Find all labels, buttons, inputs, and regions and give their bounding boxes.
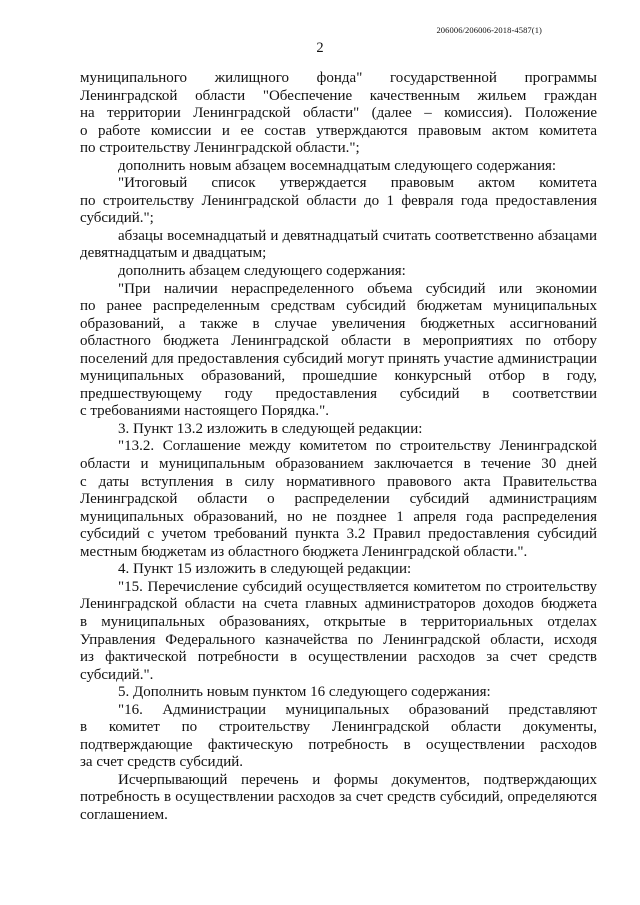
- text-line: областного бюджета Ленинградской области в мероприятиях по отбору: [80, 333, 597, 350]
- text-line: в муниципальных образованиях, открытые в территориальных отделах: [80, 613, 597, 630]
- text-line: Управления Федерального казначейства по Ленинградской области, исходя: [80, 631, 597, 648]
- text-line: дополнить абзацем следующего содержания:: [118, 263, 406, 280]
- text-line: по строительству Ленинградской области до 1 февраля года предоставления: [80, 192, 597, 209]
- text-line: подтверждающие фактическую потребность в осуществлении расходов: [80, 736, 597, 753]
- text-line: муниципальных образований, прошедшие конкурсный отбор в году,: [80, 368, 597, 385]
- text-line: из фактической потребности в осуществлении расходов за счет средств: [80, 649, 597, 666]
- text-line: Ленинградской области о распределении субсидий администрациям: [80, 491, 597, 508]
- text-line: с даты вступления в силу нормативного правового акта Правительства: [80, 473, 597, 490]
- text-line: "15. Перечисление субсидий осуществляется комитетом по строительству: [118, 578, 597, 595]
- text-line: за счет средств субсидий.: [80, 754, 244, 771]
- text-line: муниципальных образований, но не позднее 1 апреля года распределения: [80, 508, 597, 525]
- document-id: 206006/206006-2018-4587(1): [436, 25, 542, 35]
- page-number: 2: [316, 40, 324, 56]
- text-line: "13.2. Соглашение между комитетом по строительству Ленинградской: [118, 438, 597, 455]
- text-line: 4. Пункт 15 изложить в следующей редакции:: [118, 561, 412, 578]
- text-line: с требованиями настоящего Порядка.".: [80, 403, 329, 420]
- text-line: поселений для предоставления субсидий могут принять участие администрации: [80, 350, 597, 367]
- text-line: дополнить новым абзацем восемнадцатым следующего содержания:: [118, 157, 557, 174]
- text-line: Ленинградской области "Обеспечение качественным жильем граждан: [80, 87, 597, 104]
- text-line: "При наличии нераспределенного объема субсидий или экономии: [118, 280, 597, 297]
- text-line: на территории Ленинградской области" (далее – комиссия). Положение: [80, 105, 597, 122]
- text-line: муниципального жилищного фонда" государственной программы: [80, 70, 597, 86]
- text-line: субсидий.";: [80, 210, 154, 227]
- text-line: о работе комиссии и ее состав утверждаются правовым актом комитета: [80, 122, 597, 139]
- text-line: Исчерпывающий перечень и формы документов, подтверждающих: [118, 771, 597, 788]
- text-line: субсидий.".: [80, 666, 154, 683]
- text-line: абзацы восемнадцатый и девятнадцатый считать соответственно абзацами: [118, 227, 597, 244]
- text-line: потребность в осуществлении расходов за счет средств субсидий, определяются: [80, 789, 597, 806]
- text-line: 5. Дополнить новым пунктом 16 следующего содержания:: [118, 684, 491, 701]
- text-line: предшествующему году предоставления субсидий в соответствии: [80, 385, 597, 402]
- text-line: субсидий с учетом требований пункта 3.2 Правил предоставления субсидий: [80, 526, 597, 543]
- text-line: девятнадцатым и двадцатым;: [80, 245, 267, 262]
- text-line: области и муниципальным образованием заключается в течение 30 дней: [80, 456, 597, 473]
- text-line: по строительству Ленинградской области.";: [80, 140, 360, 157]
- text-line: "16. Администрации муниципальных образований представляют: [118, 701, 597, 718]
- text-line: местным бюджетам из областного бюджета Ленинградской области.".: [80, 543, 528, 560]
- text-line: "Итоговый список утверждается правовым актом комитета: [118, 175, 597, 192]
- text-line: образований, а также в случае увеличения бюджетных ассигнований: [80, 315, 597, 332]
- text-line: соглашением.: [80, 806, 168, 823]
- text-line: 3. Пункт 13.2 изложить в следующей редакции:: [118, 420, 423, 437]
- text-line: в комитет по строительству Ленинградской области документы,: [80, 719, 597, 736]
- text-line: Ленинградской области на счета главных администраторов доходов бюджета: [80, 596, 597, 613]
- text-line: по ранее распределенным средствам субсидий бюджетам муниципальных: [80, 298, 597, 315]
- document-body: [80, 70, 597, 825]
